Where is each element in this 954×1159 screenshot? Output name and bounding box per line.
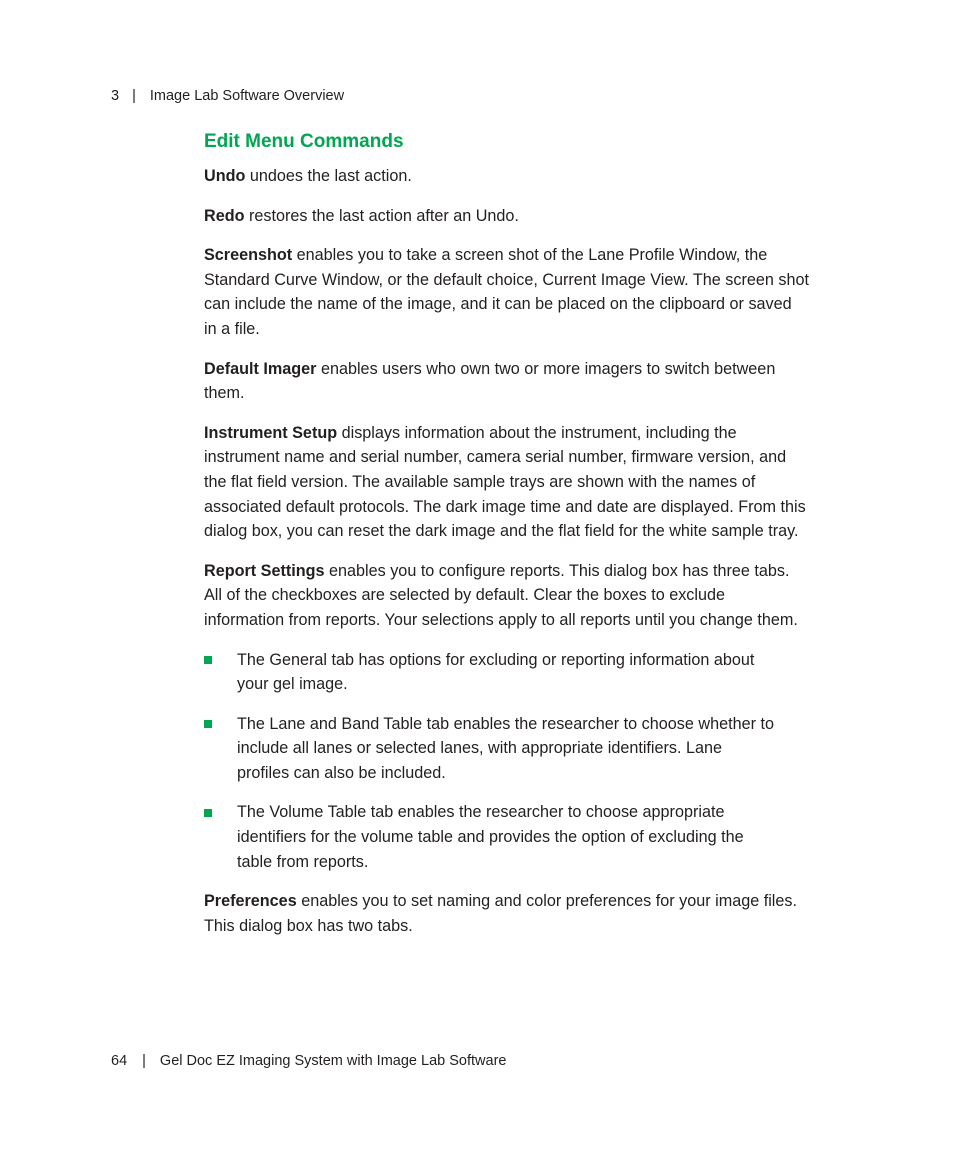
list-item-line: The Lane and Band Table tab enables the researcher to choose whether to (237, 714, 774, 733)
paragraph-undo (204, 164, 844, 189)
list-item-line: identifiers for the volume table and provides the option of excluding the (237, 828, 744, 847)
list-item-line: table from reports. (237, 852, 369, 871)
paragraph-preferences (204, 889, 844, 938)
square-bullet-icon (204, 656, 212, 664)
report-tabs-list (204, 648, 844, 875)
paragraph-line: can include the name of the image, and it can be placed on the clipboard or saved (204, 295, 792, 314)
term-undo: Undo (204, 167, 246, 185)
term-redo: Redo (204, 206, 245, 225)
running-header (111, 87, 344, 105)
list-item-line: The General tab has options for excluding or reporting information about (237, 650, 755, 669)
line-text: displays information about the instrument, including the (341, 423, 737, 442)
paragraph-line: instrument name and serial number, camera serial number, firmware version, and (204, 448, 787, 467)
chapter-title: Image Lab Software Overview (149, 88, 345, 104)
paragraph-redo (204, 204, 844, 229)
paragraph-screenshot (204, 243, 844, 341)
list-item (204, 648, 844, 697)
term-instrument-setup: Instrument Setup (204, 423, 338, 442)
term-report-settings: Report Settings (204, 561, 325, 580)
paragraph-line (204, 164, 844, 189)
list-item (204, 800, 844, 874)
paragraph-default-imager (204, 357, 844, 406)
paragraph-line: them. (204, 384, 245, 403)
list-item-line: your gel image. (237, 675, 348, 694)
paragraph-line: dialog box, you can reset the dark image and the flat field for the white sample tray. (204, 522, 799, 541)
page-number: 64 (111, 1053, 128, 1069)
book-title: Gel Doc EZ Imaging System with Image Lab Software (159, 1053, 507, 1069)
chapter-number: 3 (111, 88, 120, 104)
paragraph-line: information from reports. Your selections apply to all reports until you change them. (204, 610, 798, 629)
section-title: Edit Menu Commands (204, 131, 404, 152)
paragraph-line: Standard Curve Window, or the default choice, Current Image View. The screen shot (204, 270, 809, 289)
paragraph-line: in a file. (204, 319, 260, 338)
list-item-line: include all lanes or selected lanes, with appropriate identifiers. Lane (237, 739, 723, 758)
square-bullet-icon (204, 809, 212, 817)
square-bullet-icon (204, 720, 212, 728)
running-footer (111, 1052, 506, 1070)
paragraph-line (204, 243, 844, 268)
line-text: enables you to configure reports. This dialog box has three tabs. (329, 561, 790, 580)
line-text: enables you to take a screen shot of the Lane Profile Window, the (296, 246, 768, 265)
list-item (204, 712, 844, 786)
paragraph-line: This dialog box has two tabs. (204, 916, 413, 935)
paragraph-line (204, 357, 844, 382)
list-item-line: The Volume Table tab enables the researcher to choose appropriate (237, 803, 725, 822)
term-preferences: Preferences (204, 892, 297, 911)
paragraph-line (204, 204, 844, 229)
line-text: enables users who own two or more imagers to switch between (320, 359, 776, 378)
line-text: enables you to set naming and color preferences for your image files. (301, 892, 797, 911)
paragraph-line (204, 559, 844, 584)
paragraph-line (204, 421, 844, 446)
line-text: undoes the last action. (249, 167, 412, 185)
paragraph-line: All of the checkboxes are selected by default. Clear the boxes to exclude (204, 586, 726, 605)
line-text: restores the last action after an Undo. (248, 206, 519, 225)
header-separator: | (132, 88, 136, 104)
term-default-imager: Default Imager (204, 359, 317, 378)
paragraph-line (204, 889, 844, 914)
main-content (204, 129, 844, 953)
paragraph-report-settings (204, 559, 844, 633)
footer-separator: | (142, 1053, 146, 1069)
term-screenshot: Screenshot (204, 246, 293, 265)
paragraph-line: the flat field version. The available sample trays are shown with the names of (204, 472, 756, 491)
list-item-line: profiles can also be included. (237, 763, 446, 782)
paragraph-instrument-setup (204, 421, 844, 544)
paragraph-line: associated default protocols. The dark image time and date are displayed. From this (204, 497, 806, 516)
